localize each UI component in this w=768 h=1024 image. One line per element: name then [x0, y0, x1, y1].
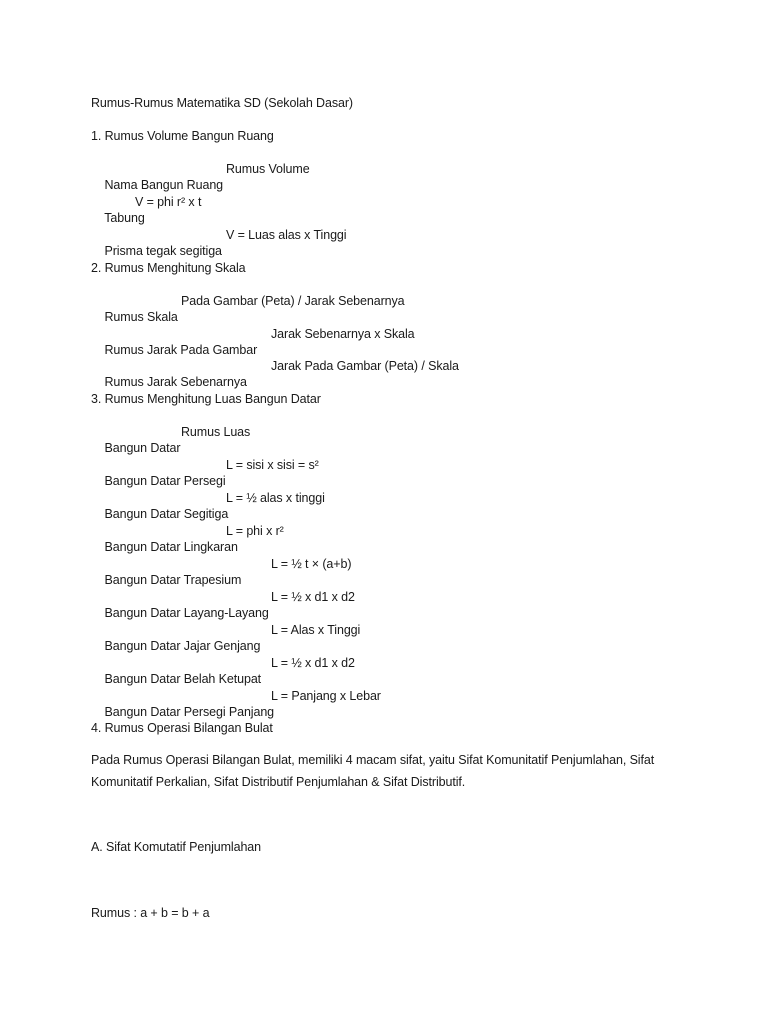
row-label: Bangun Datar Persegi Panjang — [104, 705, 275, 719]
row-label: Rumus Jarak Pada Gambar — [104, 343, 258, 357]
section-2-heading: 2. Rumus Menghitung Skala — [91, 261, 246, 275]
section-4-heading: 4. Rumus Operasi Bilangan Bulat — [91, 721, 273, 735]
row-formula: L = Panjang x Lebar — [271, 689, 381, 703]
row-formula: L = Alas x Tinggi — [271, 623, 361, 637]
row-label: Bangun Datar Trapesium — [104, 573, 242, 587]
row-label: Rumus Jarak Sebenarnya — [104, 375, 247, 389]
row-label: Bangun Datar Persegi — [104, 474, 226, 488]
header-col-1: Nama Bangun Ruang — [104, 178, 224, 192]
row-formula: Jarak Pada Gambar (Peta) / Skala — [271, 359, 459, 373]
row-label: Bangun Datar Belah Ketupat — [104, 672, 262, 686]
section-2-row — [91, 358, 459, 422]
row-formula: V = Luas alas x Tinggi — [226, 228, 347, 242]
section-4-paragraph: Pada Rumus Operasi Bilangan Bulat, memiliki 4 macam sifat, yaitu Sifat Komunitatif Penjumlahan, Sifat Komunitatif Perkalian, Sifat Distributif Penjumlahan & Sifat Distributif. — [91, 753, 655, 789]
row-formula: L = ½ x d1 x d2 — [271, 656, 355, 670]
section-1-row — [91, 227, 347, 291]
subsection-a-heading: A. Sifat Komutatif Penjumlahan — [91, 840, 262, 854]
header-col-2: Rumus Volume — [226, 162, 310, 176]
row-formula: L = ½ alas x tinggi — [226, 491, 325, 505]
commutative-formula: Rumus : a + b = b + a — [91, 906, 210, 920]
document-title: Rumus-Rumus Matematika SD (Sekolah Dasar) — [91, 96, 353, 110]
section-3-heading: 3. Rumus Menghitung Luas Bangun Datar — [91, 392, 321, 406]
row-label: Bangun Datar Jajar Genjang — [104, 639, 261, 653]
row-label: Bangun Datar Lingkaran — [104, 540, 238, 554]
row-formula: V = phi r² x t — [135, 195, 202, 209]
row-label: Rumus Skala — [104, 310, 178, 324]
row-formula: L = phi x r² — [226, 524, 284, 538]
row-label: Prisma tegak segitiga — [104, 244, 222, 258]
header-col-2: Rumus Luas — [181, 425, 251, 439]
header-col-1: Bangun Datar — [104, 441, 181, 455]
row-label: Bangun Datar Layang-Layang — [104, 606, 269, 620]
section-1-heading: 1. Rumus Volume Bangun Ruang — [91, 129, 274, 143]
row-label: Tabung — [104, 211, 145, 225]
row-formula: L = sisi x sisi = s² — [226, 458, 319, 472]
row-formula: L = ½ x d1 x d2 — [271, 590, 355, 604]
row-formula: Pada Gambar (Peta) / Jarak Sebenarnya — [181, 294, 405, 308]
row-formula: Jarak Sebenarnya x Skala — [271, 327, 415, 341]
row-label: Bangun Datar Segitiga — [104, 507, 229, 521]
row-formula: L = ½ t × (a+b) — [271, 557, 352, 571]
